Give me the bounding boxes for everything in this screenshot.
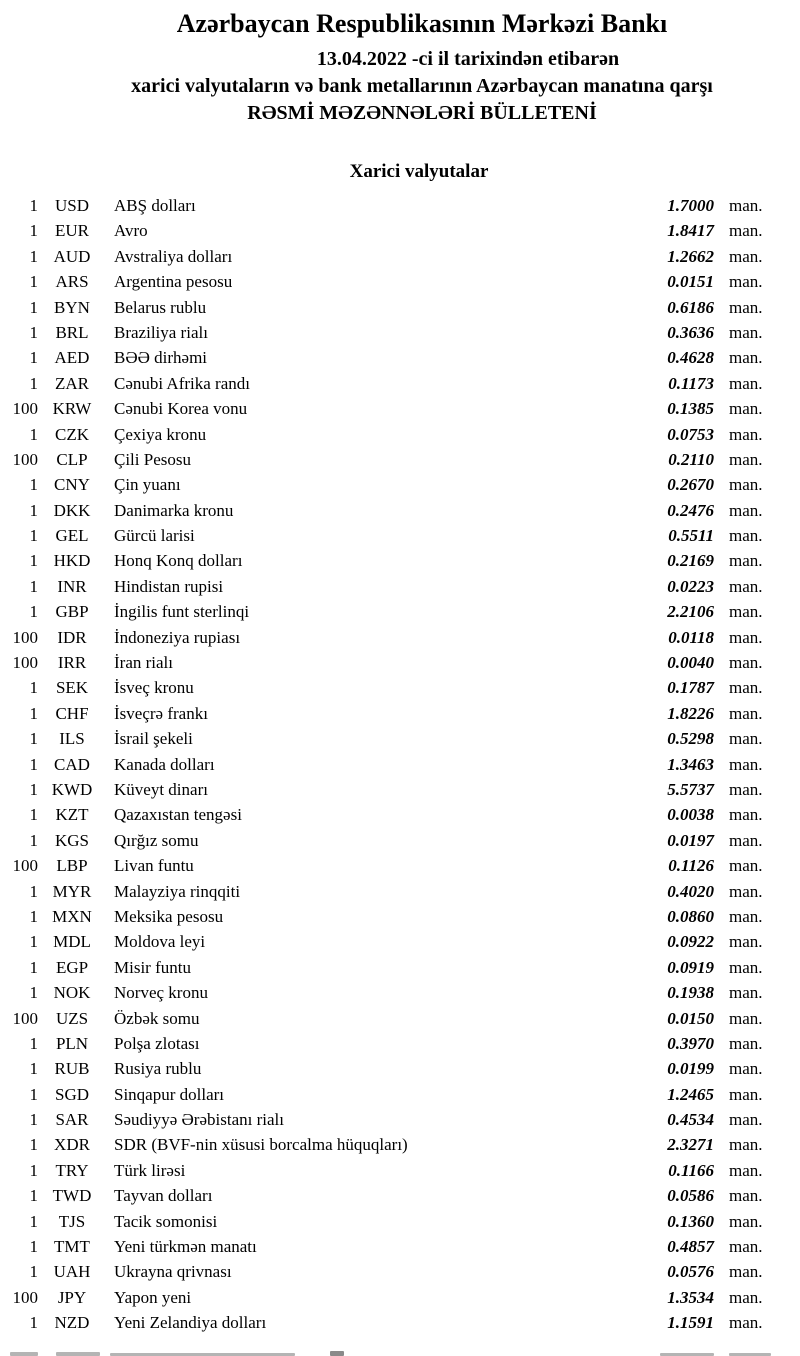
rate-value-cell: 0.5298	[667, 729, 714, 749]
currency-row	[0, 371, 772, 396]
quantity-cell: 1	[29, 906, 38, 926]
unit-label-cell: man.	[729, 1313, 763, 1333]
currency-row	[0, 980, 772, 1005]
rate-value-cell: 0.0223	[667, 576, 714, 596]
unit-label-cell: man.	[729, 1237, 763, 1257]
unit-label-cell: man.	[729, 221, 763, 241]
currency-code-cell: KRW	[52, 399, 92, 419]
rate-value-cell: 0.0753	[667, 424, 714, 444]
currency-row	[0, 1209, 772, 1234]
currency-row	[0, 1082, 772, 1107]
rate-value-cell: 0.0199	[667, 1059, 714, 1079]
currency-name-cell: İran rialı	[114, 653, 173, 673]
currency-row	[0, 218, 772, 243]
currency-code-cell: CNY	[54, 475, 90, 495]
currency-name-cell: Küveyt dinarı	[114, 779, 208, 799]
currency-name-cell: BƏƏ dirhəmi	[114, 348, 208, 368]
currency-name-cell: Yeni Zelandiya dolları	[114, 1313, 267, 1333]
currency-name-cell: Çili Pesosu	[114, 449, 191, 469]
unit-label-cell: man.	[729, 576, 763, 596]
quantity-cell: 1	[29, 932, 38, 952]
currency-code-cell: IRR	[57, 653, 87, 673]
currency-code-cell: HKD	[53, 551, 91, 571]
currency-code-cell: USD	[54, 196, 89, 215]
rate-value-cell: 0.1360	[667, 1211, 714, 1231]
quantity-cell: 1	[29, 221, 38, 241]
rate-value-cell: 0.0860	[667, 906, 714, 926]
unit-label-cell: man.	[729, 551, 763, 571]
currency-row	[0, 447, 772, 472]
currency-row	[0, 879, 772, 904]
currency-row	[0, 269, 772, 294]
currency-name-cell: Norveç kronu	[114, 983, 208, 1003]
currency-name-cell: Meksika pesosu	[114, 906, 224, 926]
currency-name-cell: İndoneziya rupiası	[114, 627, 241, 647]
rate-value-cell: 1.8226	[667, 703, 714, 723]
quantity-cell: 100	[12, 653, 38, 673]
unit-label-cell: man.	[729, 779, 763, 799]
currency-code-cell: SAR	[55, 1110, 89, 1130]
currency-row	[0, 726, 772, 751]
unit-label-cell: man.	[729, 1110, 763, 1130]
quantity-cell: 1	[29, 754, 38, 774]
clipped-row-fragment	[330, 1351, 344, 1356]
currency-code-cell: TJS	[58, 1211, 86, 1231]
currency-name-cell: Cənubi Afrika randı	[114, 373, 250, 393]
currency-code-cell: LBP	[56, 856, 88, 876]
currency-row	[0, 1285, 772, 1310]
rate-value-cell: 2.3271	[667, 1135, 714, 1155]
rate-value-cell: 0.0040	[667, 653, 714, 673]
unit-label-cell: man.	[729, 272, 763, 292]
quantity-cell: 1	[29, 576, 38, 596]
quantity-cell: 1	[29, 1160, 38, 1180]
unit-label-cell: man.	[729, 449, 763, 469]
currency-row	[0, 828, 772, 853]
unit-label-cell: man.	[729, 906, 763, 926]
currency-row	[0, 498, 772, 523]
currency-code-cell: UZS	[55, 1008, 89, 1028]
quantity-cell: 1	[29, 1313, 38, 1333]
quantity-cell: 1	[29, 348, 38, 368]
quantity-cell: 1	[29, 1186, 38, 1206]
unit-label-cell: man.	[729, 983, 763, 1003]
unit-label-cell: man.	[729, 196, 763, 215]
currency-name-cell: Özbək somu	[114, 1008, 200, 1028]
unit-label-cell: man.	[729, 1186, 763, 1206]
currency-row	[0, 193, 772, 218]
unit-label-cell: man.	[729, 500, 763, 520]
unit-label-cell: man.	[729, 322, 763, 342]
rate-value-cell: 0.0922	[667, 932, 714, 952]
unit-label-cell: man.	[729, 1059, 763, 1079]
currency-code-cell: GBP	[55, 602, 89, 622]
rate-value-cell: 2.2106	[667, 602, 714, 622]
currency-name-cell: Ukrayna qrivnası	[114, 1262, 232, 1282]
quantity-cell: 1	[29, 196, 38, 215]
quantity-cell: 1	[29, 703, 38, 723]
currency-name-cell: Danimarka kronu	[114, 500, 234, 520]
rate-value-cell: 0.0150	[667, 1008, 714, 1028]
currency-code-cell: KZT	[55, 805, 89, 825]
unit-label-cell: man.	[729, 526, 763, 546]
unit-label-cell: man.	[729, 246, 763, 266]
rate-value-cell: 0.1166	[668, 1160, 714, 1180]
currency-name-cell: SDR (BVF-nin xüsusi borcalma hüquqları)	[114, 1135, 408, 1155]
quantity-cell: 1	[29, 475, 38, 495]
rate-value-cell: 0.0118	[668, 627, 714, 647]
quantity-cell: 1	[29, 551, 38, 571]
currency-code-cell: CHF	[55, 703, 89, 723]
currency-row	[0, 929, 772, 954]
currency-name-cell: Qazaxıstan tengəsi	[114, 805, 242, 825]
currency-code-cell: DKK	[53, 500, 91, 520]
currency-row	[0, 675, 772, 700]
currency-row	[0, 1006, 772, 1031]
rate-value-cell: 0.4020	[667, 881, 714, 901]
rate-value-cell: 0.1173	[668, 373, 714, 393]
currency-row	[0, 1031, 772, 1056]
rate-value-cell: 1.2662	[667, 246, 714, 266]
currency-name-cell: Tayvan dolları	[114, 1186, 213, 1206]
currency-row	[0, 625, 772, 650]
currency-code-cell: NZD	[54, 1313, 90, 1333]
currency-row	[0, 320, 772, 345]
rate-value-cell: 0.1938	[667, 983, 714, 1003]
quantity-cell: 1	[29, 297, 38, 317]
rate-value-cell: 0.0586	[667, 1186, 714, 1206]
rate-value-cell: 1.2465	[667, 1084, 714, 1104]
quantity-cell: 1	[29, 983, 38, 1003]
quantity-cell: 1	[29, 881, 38, 901]
quantity-cell: 1	[29, 1084, 38, 1104]
rate-value-cell: 0.0919	[667, 957, 714, 977]
unit-label-cell: man.	[729, 1211, 763, 1231]
currency-code-cell: XDR	[54, 1135, 90, 1155]
unit-label-cell: man.	[729, 957, 763, 977]
currency-code-cell: MYR	[52, 881, 92, 901]
clipped-next-row	[0, 1351, 800, 1356]
quantity-cell: 1	[29, 1033, 38, 1053]
currency-code-cell: AUD	[53, 246, 91, 266]
currency-name-cell: İsrail şekeli	[114, 729, 193, 749]
currency-row	[0, 752, 772, 777]
unit-label-cell: man.	[729, 653, 763, 673]
document-header	[0, 8, 800, 127]
unit-label-cell: man.	[729, 1033, 763, 1053]
currency-row	[0, 1056, 772, 1081]
quantity-cell: 1	[29, 1135, 38, 1155]
currency-code-cell: CZK	[55, 424, 89, 444]
unit-label-cell: man.	[729, 1135, 763, 1155]
rate-value-cell: 0.0038	[667, 805, 714, 825]
quantity-cell: 1	[29, 1059, 38, 1079]
currency-row	[0, 904, 772, 929]
currency-name-cell: Rusiya rublu	[114, 1059, 202, 1079]
unit-label-cell: man.	[729, 856, 763, 876]
currency-row	[0, 422, 772, 447]
quantity-cell: 100	[12, 399, 38, 419]
currency-code-cell: NOK	[53, 983, 91, 1003]
currency-name-cell: Gürcü larisi	[114, 526, 195, 546]
currency-row	[0, 523, 772, 548]
currency-code-cell: TMT	[54, 1237, 90, 1257]
rate-value-cell: 1.3463	[667, 754, 714, 774]
currency-name-cell: ABŞ dolları	[114, 196, 196, 215]
rate-value-cell: 0.0576	[667, 1262, 714, 1282]
currency-row	[0, 1234, 772, 1259]
currency-name-cell: Honq Konq dolları	[114, 551, 243, 571]
currency-name-cell: Argentina pesosu	[114, 272, 233, 292]
rate-value-cell: 1.8417	[667, 221, 714, 241]
unit-label-cell: man.	[729, 602, 763, 622]
unit-label-cell: man.	[729, 678, 763, 698]
currency-row	[0, 853, 772, 878]
currency-code-cell: KWD	[51, 779, 93, 799]
rate-value-cell: 0.1787	[667, 678, 714, 698]
quantity-cell: 1	[29, 729, 38, 749]
quantity-cell: 1	[29, 424, 38, 444]
currency-row	[0, 574, 772, 599]
unit-label-cell: man.	[729, 805, 763, 825]
currency-code-cell: KGS	[54, 830, 89, 850]
unit-label-cell: man.	[729, 1287, 763, 1307]
rate-value-cell: 0.2110	[668, 449, 714, 469]
currency-row	[0, 701, 772, 726]
quantity-cell: 100	[12, 1287, 38, 1307]
currency-name-cell: Yeni türkmən manatı	[114, 1237, 257, 1257]
currency-name-cell: Səudiyyə Ərəbistanı rialı	[114, 1110, 284, 1130]
currency-name-cell: Cənubi Korea vonu	[114, 399, 248, 419]
quantity-cell: 100	[12, 627, 38, 647]
unit-label-cell: man.	[729, 424, 763, 444]
unit-label-cell: man.	[729, 627, 763, 647]
currency-code-cell: INR	[57, 576, 87, 596]
currency-row	[0, 345, 772, 370]
currency-row	[0, 548, 772, 573]
currency-row	[0, 396, 772, 421]
currency-row	[0, 955, 772, 980]
unit-label-cell: man.	[729, 1262, 763, 1282]
currency-row	[0, 650, 772, 675]
unit-label-cell: man.	[729, 729, 763, 749]
rate-value-cell: 0.5511	[668, 526, 714, 546]
currency-name-cell: Malayziya rinqqiti	[114, 881, 241, 901]
currency-row	[0, 777, 772, 802]
quantity-cell: 1	[29, 322, 38, 342]
rate-value-cell: 0.3970	[667, 1033, 714, 1053]
currency-name-cell: Belarus rublu	[114, 297, 207, 317]
quantity-cell: 1	[29, 1262, 38, 1282]
rate-value-cell: 0.1385	[667, 399, 714, 419]
unit-label-cell: man.	[729, 1008, 763, 1028]
currency-code-cell: SEK	[55, 678, 89, 698]
currency-name-cell: İngilis funt sterlinqi	[114, 602, 250, 622]
rate-value-cell: 1.3534	[667, 1287, 714, 1307]
quantity-cell: 1	[29, 779, 38, 799]
currency-row	[0, 295, 772, 320]
currency-code-cell: PLN	[55, 1033, 89, 1053]
currency-row	[0, 472, 772, 497]
bulletin-page	[0, 8, 800, 1356]
currency-code-cell: EUR	[55, 221, 89, 241]
currency-code-cell: UAH	[53, 1262, 91, 1282]
quantity-cell: 100	[12, 449, 38, 469]
currency-name-cell: Qırğız somu	[114, 830, 199, 850]
currency-row	[0, 599, 772, 624]
rate-value-cell: 0.2169	[667, 551, 714, 571]
bank-title: Azərbaycan Respublikasının Mərkəzi Bankı	[176, 9, 668, 38]
currency-name-cell: Braziliya rialı	[114, 322, 208, 342]
unit-label-cell: man.	[729, 399, 763, 419]
currency-name-cell: Çexiya kronu	[114, 424, 207, 444]
rate-value-cell: 1.7000	[667, 196, 714, 215]
clipped-row-fragment	[56, 1352, 100, 1356]
quantity-cell: 100	[12, 1008, 38, 1028]
quantity-cell: 1	[29, 957, 38, 977]
currency-code-cell: MDL	[53, 932, 91, 952]
currency-name-cell: Misir funtu	[114, 957, 191, 977]
quantity-cell: 1	[29, 500, 38, 520]
unit-label-cell: man.	[729, 754, 763, 774]
currency-rate-table	[0, 193, 800, 1336]
quantity-cell: 1	[29, 1110, 38, 1130]
rate-value-cell: 0.3636	[667, 322, 714, 342]
currency-code-cell: JPY	[57, 1287, 87, 1307]
currency-code-cell: TRY	[55, 1160, 89, 1180]
currency-name-cell: İsveçrə frankı	[114, 703, 208, 723]
quantity-cell: 100	[12, 856, 38, 876]
unit-label-cell: man.	[729, 932, 763, 952]
currency-code-cell: AED	[54, 348, 90, 368]
clipped-row-fragment	[10, 1352, 38, 1356]
quantity-cell: 1	[29, 246, 38, 266]
rate-value-cell: 0.2476	[667, 500, 714, 520]
quantity-cell: 1	[29, 805, 38, 825]
currency-code-cell: ZAR	[55, 373, 89, 393]
currency-name-cell: Çin yuanı	[114, 475, 181, 495]
rate-value-cell: 0.0151	[667, 272, 714, 292]
currency-code-cell: SGD	[54, 1084, 89, 1104]
unit-label-cell: man.	[729, 373, 763, 393]
currency-name-cell: Moldova leyi	[114, 932, 206, 952]
currency-name-cell: Tacik somonisi	[114, 1211, 218, 1231]
quantity-cell: 1	[29, 1237, 38, 1257]
unit-label-cell: man.	[729, 703, 763, 723]
currency-row	[0, 244, 772, 269]
quantity-cell: 1	[29, 678, 38, 698]
currency-row	[0, 1310, 772, 1335]
unit-label-cell: man.	[729, 1160, 763, 1180]
rate-value-cell: 0.4534	[667, 1110, 714, 1130]
unit-label-cell: man.	[729, 348, 763, 368]
currency-name-cell: Avro	[114, 221, 148, 241]
currency-name-cell: Livan funtu	[114, 856, 194, 876]
currency-code-cell: BYN	[54, 297, 90, 317]
quantity-cell: 1	[29, 830, 38, 850]
rate-value-cell: 1.1591	[667, 1313, 714, 1333]
rate-value-cell: 0.4857	[667, 1237, 714, 1257]
unit-label-cell: man.	[729, 830, 763, 850]
rate-value-cell: 0.2670	[667, 475, 714, 495]
unit-label-cell: man.	[729, 881, 763, 901]
unit-label-cell: man.	[729, 1084, 763, 1104]
currency-code-cell: CAD	[54, 754, 90, 774]
currency-name-cell: Avstraliya dolları	[114, 246, 233, 266]
currency-row	[0, 1158, 772, 1183]
rate-value-cell: 0.6186	[667, 297, 714, 317]
subject-line: xarici valyutaların və bank metallarının Azərbaycan manatına qarşı	[131, 75, 713, 97]
currency-row	[0, 1132, 772, 1157]
currency-code-cell: IDR	[57, 627, 87, 647]
quantity-cell: 1	[29, 526, 38, 546]
quantity-cell: 1	[29, 373, 38, 393]
rate-value-cell: 0.0197	[667, 830, 714, 850]
currency-code-cell: GEL	[55, 526, 89, 546]
currency-row	[0, 1183, 772, 1208]
currency-name-cell: Yapon yeni	[114, 1287, 192, 1307]
currency-code-cell: ILS	[59, 729, 85, 749]
currency-code-cell: BRL	[55, 322, 89, 342]
currency-code-cell: RUB	[54, 1059, 90, 1079]
currency-name-cell: İsveç kronu	[114, 678, 194, 698]
unit-label-cell: man.	[729, 475, 763, 495]
currency-code-cell: TWD	[52, 1186, 92, 1206]
currency-name-cell: Hindistan rupisi	[114, 576, 224, 596]
bulletin-title-line: RƏSMİ MƏZƏNNƏLƏRİ BÜLLETENİ	[247, 102, 597, 124]
section-title-foreign-currencies: Xarici valyutalar	[349, 161, 489, 182]
unit-label-cell: man.	[729, 297, 763, 317]
quantity-cell: 1	[29, 1211, 38, 1231]
quantity-cell: 1	[29, 272, 38, 292]
currency-code-cell: CLP	[56, 449, 88, 469]
currency-name-cell: Polşa zlotası	[114, 1033, 200, 1053]
currency-code-cell: MXN	[52, 906, 92, 926]
currency-row	[0, 1259, 772, 1284]
currency-name-cell: Kanada dolları	[114, 754, 215, 774]
currency-code-cell: EGP	[55, 957, 89, 977]
currency-name-cell: Türk lirəsi	[114, 1160, 186, 1180]
rate-value-cell: 0.4628	[667, 348, 714, 368]
effective-date-line: 13.04.2022 -ci il tarixindən etibarən	[316, 48, 620, 70]
quantity-cell: 1	[29, 602, 38, 622]
currency-row	[0, 1107, 772, 1132]
currency-name-cell: Sinqapur dolları	[114, 1084, 225, 1104]
currency-code-cell: ARS	[55, 272, 89, 292]
rate-value-cell: 5.5737	[667, 779, 714, 799]
rate-value-cell: 0.1126	[668, 856, 714, 876]
currency-row	[0, 802, 772, 827]
